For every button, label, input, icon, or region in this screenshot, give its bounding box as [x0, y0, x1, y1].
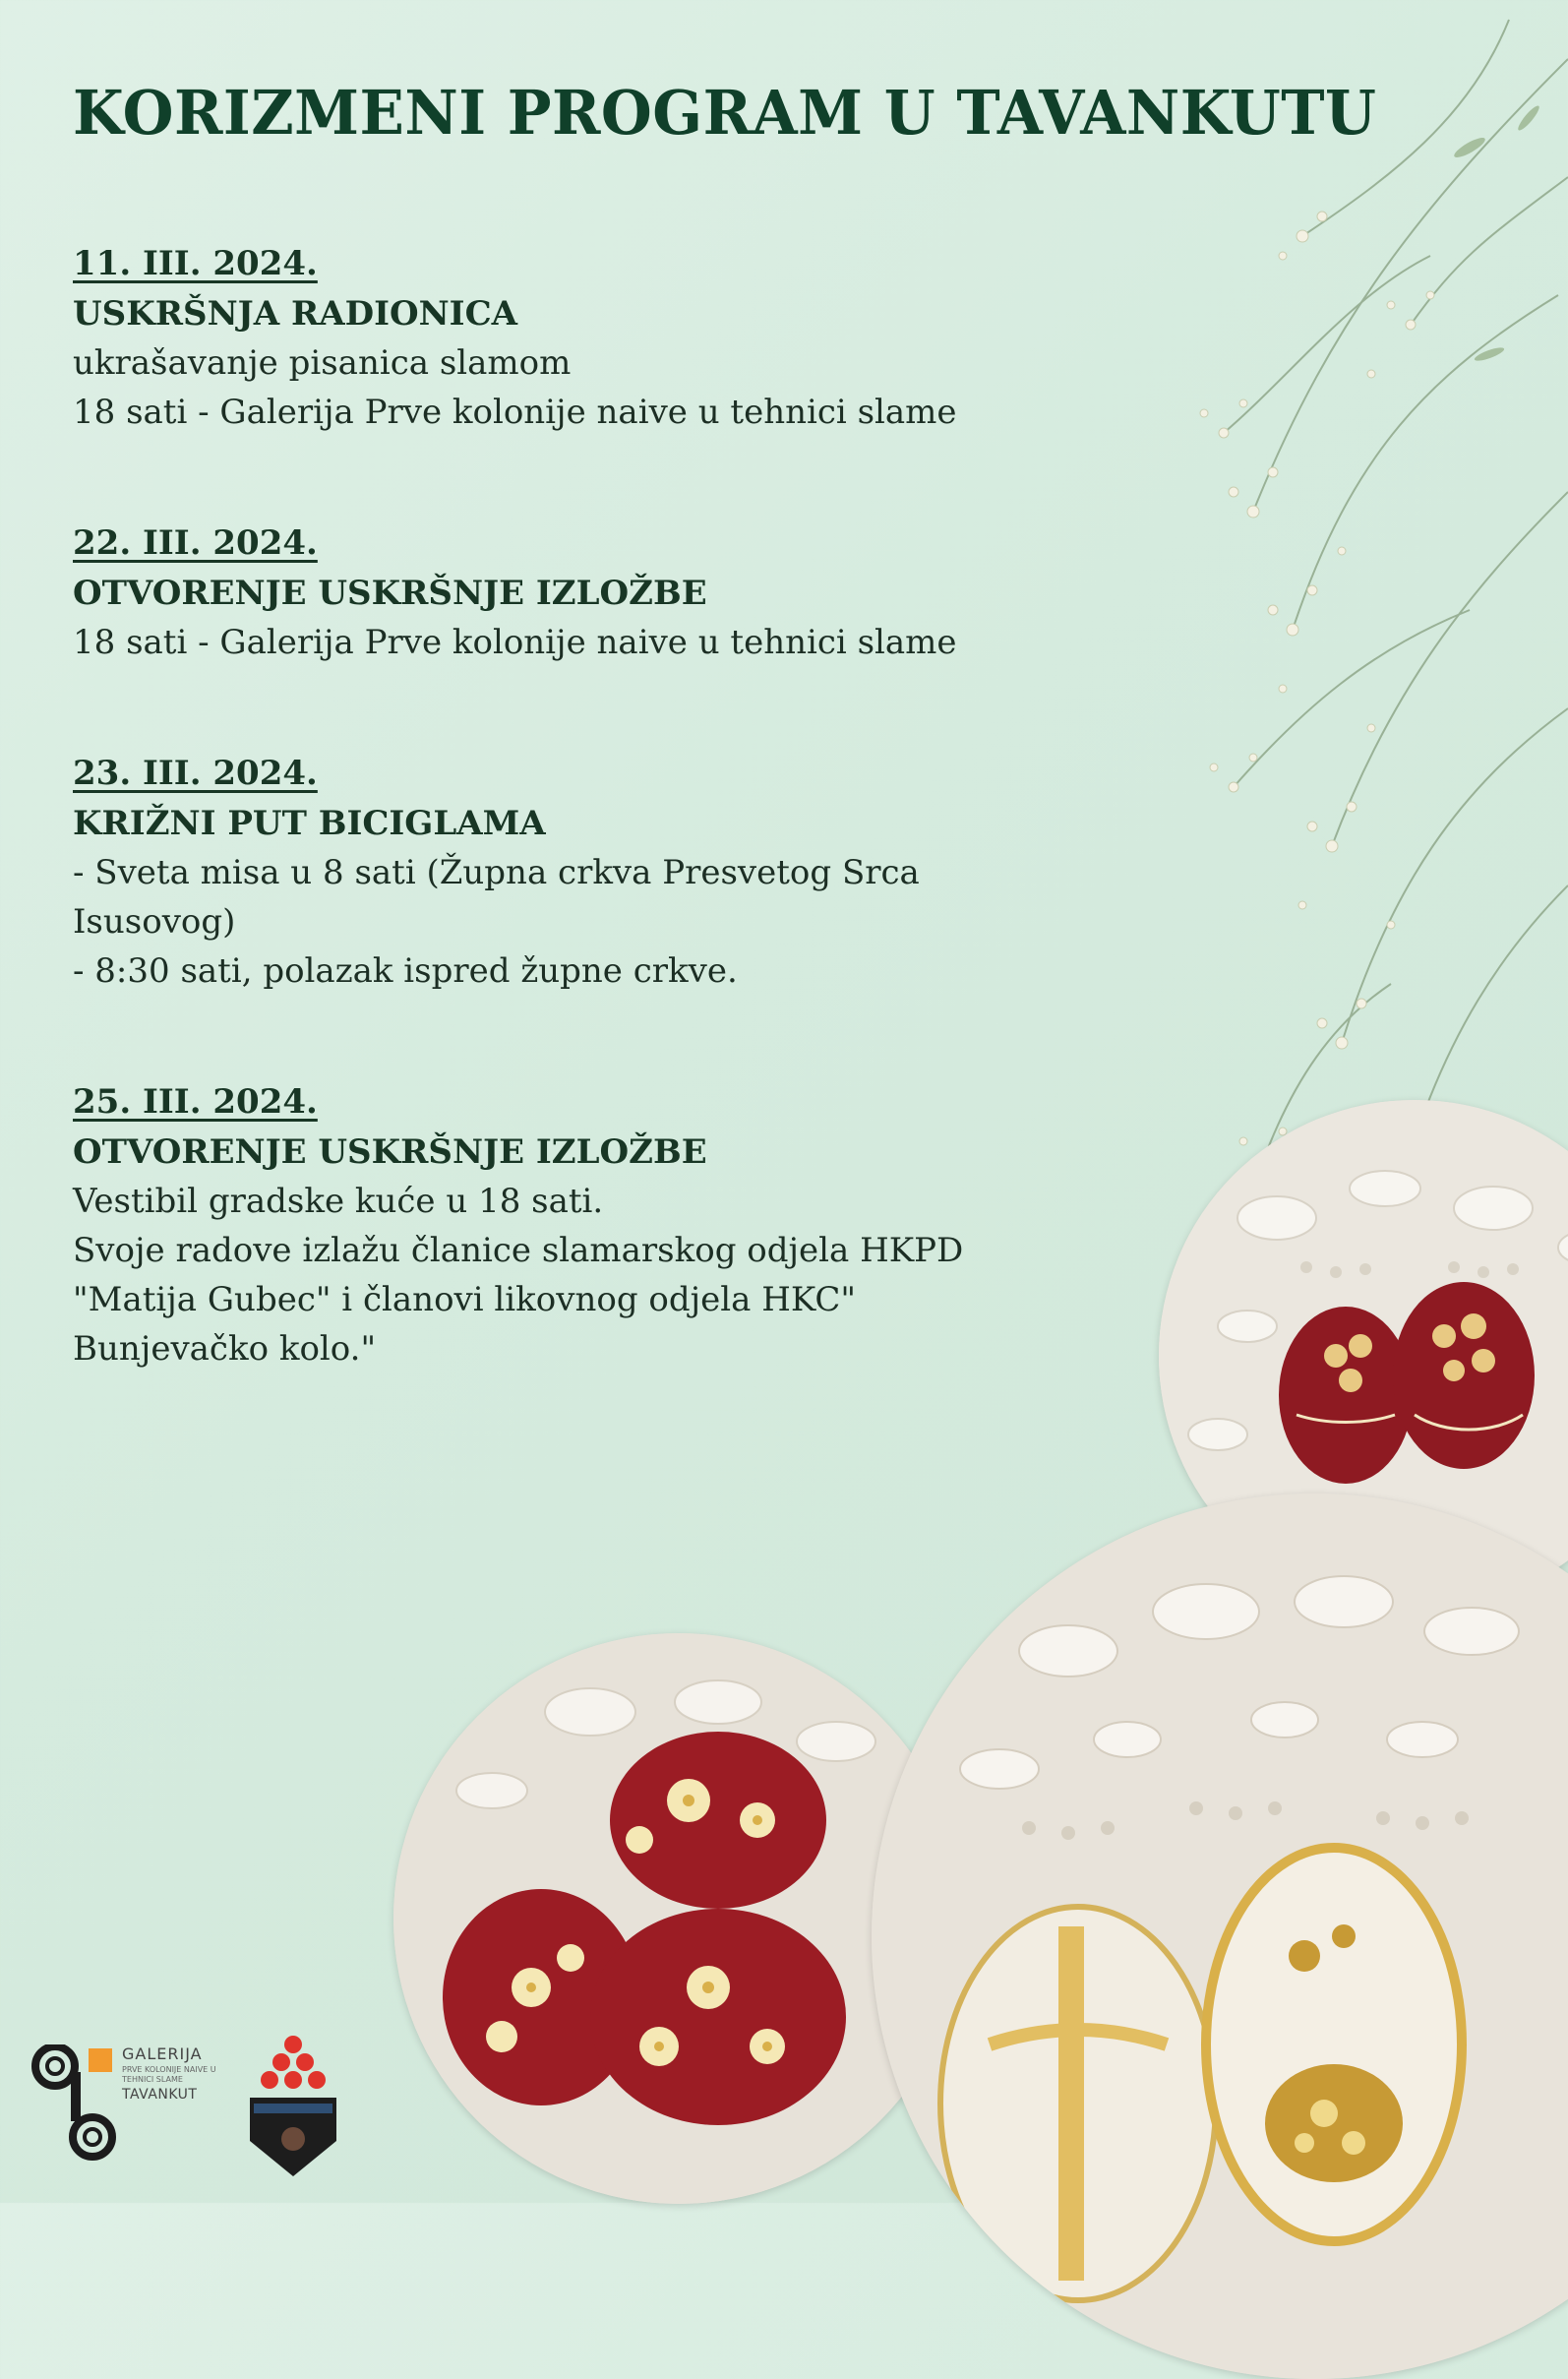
event-detail: ukrašavanje pisanica slamom — [73, 343, 572, 383]
galerija-logo-text — [122, 2044, 230, 2103]
matija-gubec-logo — [244, 2031, 342, 2178]
event-detail: 18 sati - Galerija Prve kolonije naive u tehnici slame — [73, 623, 957, 662]
event-title: USKRŠNJA RADIONICA — [73, 294, 518, 334]
event-detail: - Sveta misa u 8 sati (Župna crkva Presvetog Srca — [73, 853, 920, 892]
event-detail: Vestibil gradske kuće u 18 sati. — [73, 1182, 604, 1221]
galerija-logo-name: GALERIJA — [122, 2044, 203, 2063]
event-date: 11. III. 2024. — [73, 244, 318, 283]
event-item — [73, 1082, 1056, 1373]
event-title: KRIŽNI PUT BICIGLAMA — [73, 804, 546, 843]
event-detail: - 8:30 sati, polazak ispred župne crkve. — [73, 951, 738, 991]
event-detail: "Matija Gubec" i članovi likovnog odjela HKC" — [73, 1280, 857, 1319]
event-date: 23. III. 2024. — [73, 754, 318, 793]
event-item — [73, 754, 1056, 996]
galerija-logo-mark — [28, 2044, 121, 2163]
event-date: 25. III. 2024. — [73, 1082, 318, 1122]
event-detail: Bunjevačko kolo." — [73, 1329, 377, 1369]
galerija-logo-subtitle: PRVE KOLONIJE NAIVE U TEHNICI SLAME — [122, 2065, 216, 2084]
event-title: OTVORENJE USKRŠNJE IZLOŽBE — [73, 1132, 707, 1172]
poster-title: KORIZMENI PROGRAM U TAVANKUTU — [73, 77, 1377, 149]
events-list — [73, 244, 1056, 1460]
event-detail: Isusovog) — [73, 902, 236, 942]
galerija-logo-place: TAVANKUT — [122, 2087, 198, 2103]
matija-gubec-emblem — [244, 2031, 342, 2178]
event-detail: 18 sati - Galerija Prve kolonije naive u tehnici slame — [73, 393, 957, 432]
event-date: 22. III. 2024. — [73, 523, 318, 563]
galerija-logo — [28, 2044, 234, 2163]
event-item — [73, 244, 1056, 437]
event-title: OTVORENJE USKRŠNJE IZLOŽBE — [73, 574, 707, 613]
event-item — [73, 523, 1056, 667]
event-detail: Svoje radove izlažu članice slamarskog odjela HKPD — [73, 1231, 964, 1270]
